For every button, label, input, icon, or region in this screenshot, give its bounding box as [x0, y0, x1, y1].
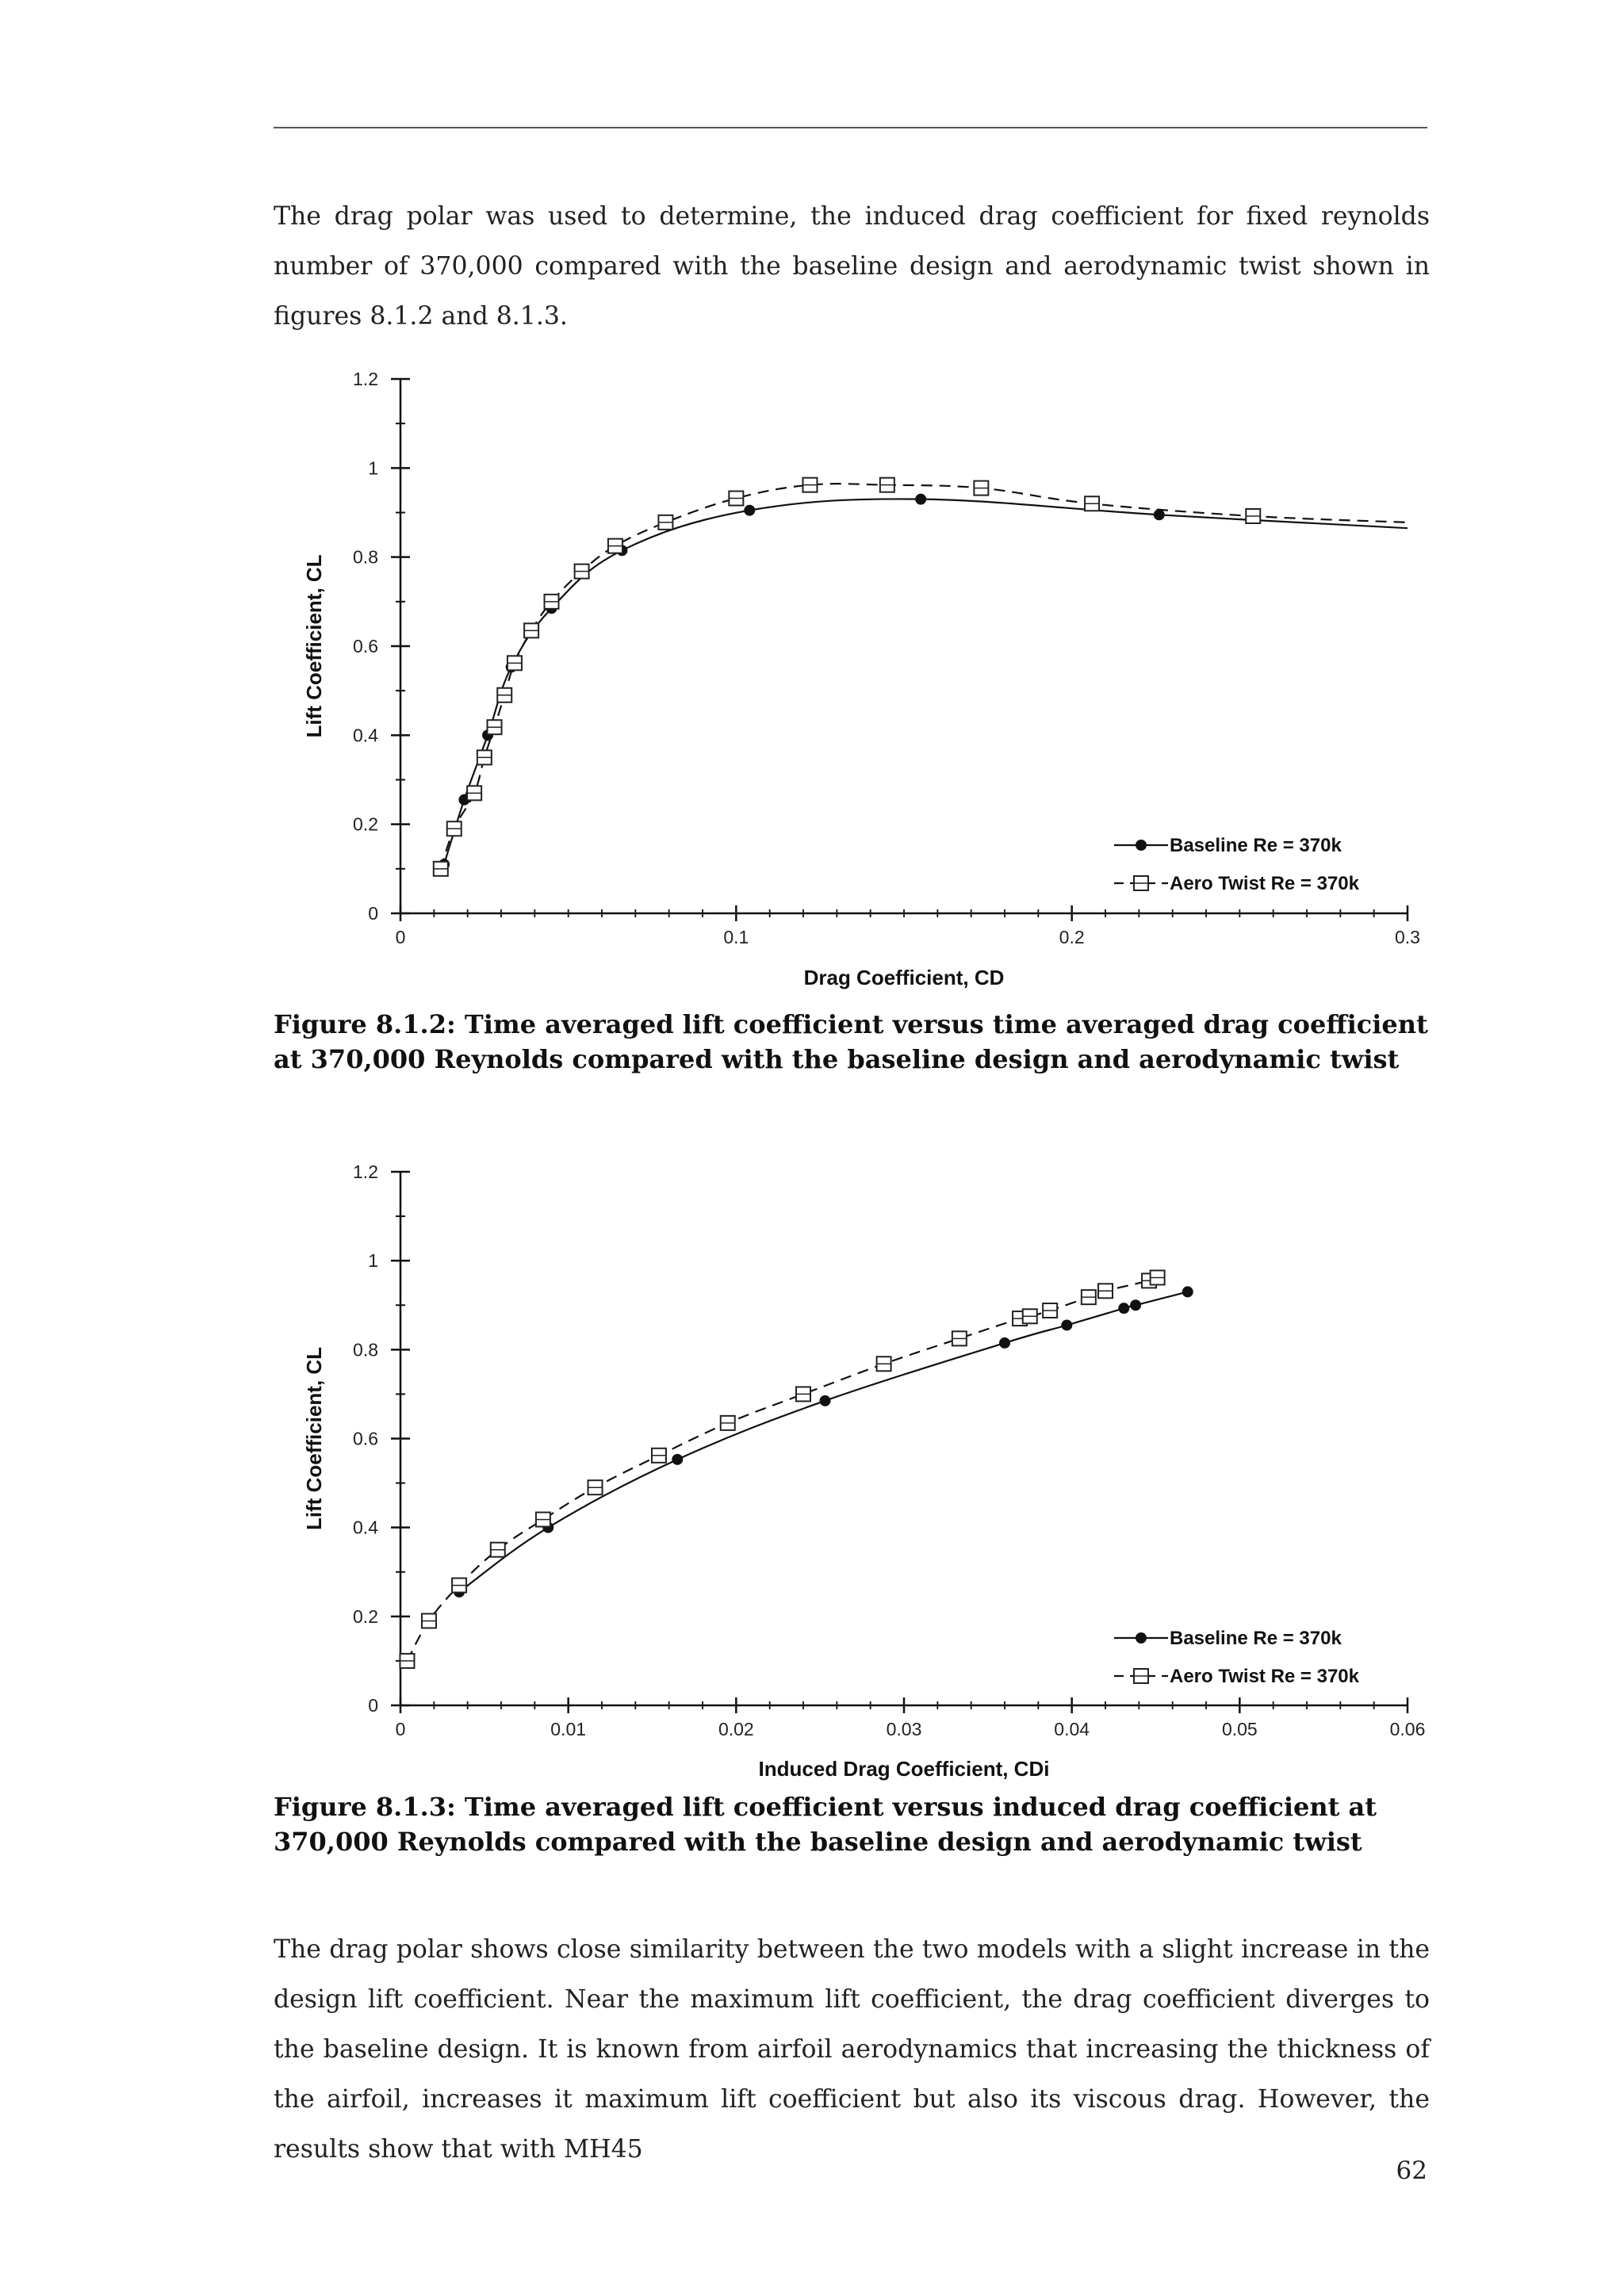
legend-label: Baseline Re = 370k: [1170, 1628, 1342, 1649]
legend-marker: [1136, 1632, 1147, 1644]
y-tick-label: 0.8: [353, 546, 378, 568]
series-line: [408, 1278, 1158, 1661]
intro-paragraph: The drag polar was used to determine, the induced drag coefficient for fixed reynolds number of 370,000 compared with the baseline design and aerodynamic twist shown in figures 8.1.2 and 8.1.3.: [274, 202, 1430, 331]
figure-8-1-3-caption: Figure 8.1.3: Time averaged lift coefficient versus induced drag coefficient at 370,000 Reynolds compared with the baseline design and aerodynamic twist: [274, 1792, 1377, 1857]
legend-label: Baseline Re = 370k: [1170, 835, 1342, 856]
data-point: [1182, 1286, 1193, 1297]
x-tick-label: 0.3: [1395, 927, 1420, 947]
x-tick-label: 0.03: [886, 1719, 922, 1739]
x-axis-title: Induced Drag Coefficient, CDi: [758, 1757, 1050, 1781]
y-axis-title: Lift Coefficient, CL: [302, 1346, 326, 1531]
series-line: [459, 1292, 1188, 1592]
data-point: [1130, 1299, 1141, 1311]
data-point: [820, 1395, 831, 1406]
y-tick-label: 0: [368, 903, 378, 924]
x-tick-label: 0.04: [1054, 1719, 1090, 1739]
data-point: [672, 1454, 683, 1465]
y-tick-label: 0.4: [353, 1517, 378, 1538]
discussion-paragraph: The drag polar shows close similarity between the two models with a slight increase in the design lift coefficient. Near the maximum lift coefficient, the drag coefficient diverges to the baseline design. It is known from airfoil aerodynamics that increasing the thickness of the airfoil, increases it maximum lift coefficient but also its viscous drag. However, the results show that with MH45: [274, 1935, 1430, 2164]
y-tick-label: 0.2: [353, 813, 378, 835]
x-tick-label: 0.01: [550, 1719, 587, 1739]
x-tick-label: 0.05: [1221, 1719, 1258, 1739]
legend-label: Aero Twist Re = 370k: [1170, 873, 1359, 894]
legend-label: Aero Twist Re = 370k: [1170, 1666, 1359, 1687]
data-point: [999, 1337, 1010, 1349]
x-axis-title: Drag Coefficient, CD: [803, 966, 1005, 989]
y-tick-label: 1: [368, 457, 378, 479]
data-point: [1061, 1319, 1072, 1330]
y-tick-label: 0: [368, 1695, 378, 1716]
y-axis-title: Lift Coefficient, CL: [302, 554, 326, 738]
data-point: [1118, 1303, 1129, 1314]
page-number: 62: [1396, 2156, 1427, 2185]
y-tick-label: 1: [368, 1250, 378, 1272]
y-tick-label: 1.2: [353, 369, 378, 389]
x-tick-label: 0.1: [723, 927, 749, 947]
y-tick-label: 0.6: [353, 1428, 378, 1449]
y-tick-label: 0.2: [353, 1605, 378, 1627]
y-tick-label: 0.8: [353, 1339, 378, 1360]
x-tick-label: 0.02: [718, 1719, 754, 1739]
y-tick-label: 0.6: [353, 636, 378, 656]
series-baseline: [454, 1286, 1193, 1598]
legend: [1114, 1628, 1360, 1687]
x-tick-label: 0.06: [1389, 1719, 1426, 1739]
figure-8-1-2-caption: Figure 8.1.2: Time averaged lift coefficient versus time averaged drag coefficient at 370,000 Reynolds compared with the baseline design and aerodynamic twist: [274, 1009, 1428, 1074]
x-tick-label: 0.2: [1059, 927, 1085, 947]
x-tick-label: 0: [395, 927, 406, 947]
x-tick-label: 0: [395, 1719, 406, 1739]
y-tick-label: 1.2: [353, 1161, 378, 1182]
y-tick-label: 0.4: [353, 725, 378, 746]
